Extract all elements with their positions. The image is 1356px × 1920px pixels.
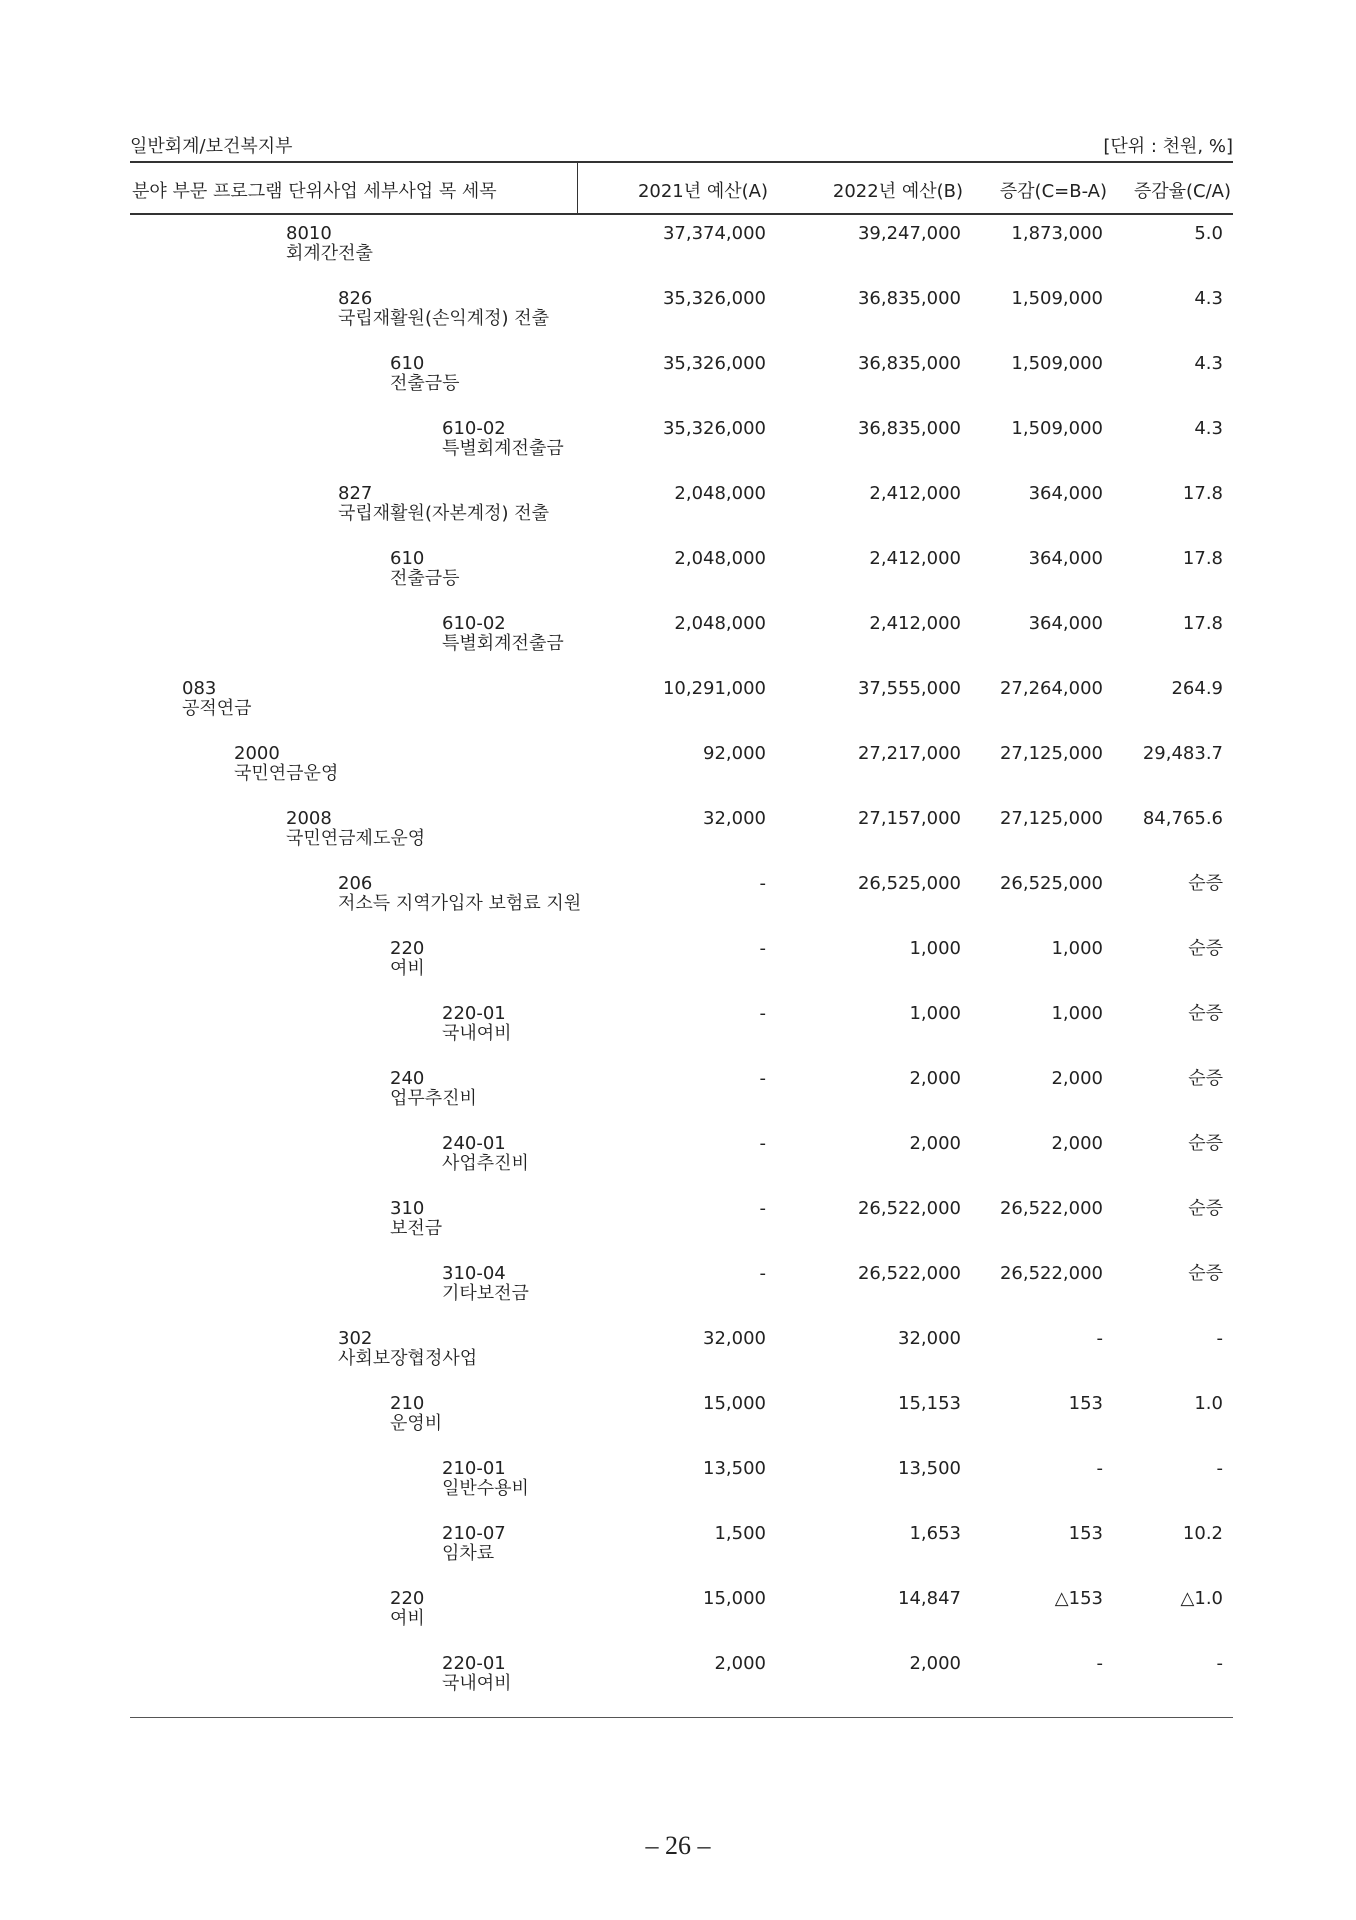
row-code: 240-01 [442,1133,506,1154]
row-diff: 153 [1068,1393,1103,1414]
row-diff: 1,509,000 [1011,418,1103,439]
header-2021: 2021년 예산(A) [637,181,768,202]
row-budget-2021: 13,500 [703,1458,766,1479]
table-row [130,864,1233,929]
row-budget-2022: 27,157,000 [857,808,961,829]
row-diff: 26,525,000 [999,873,1103,894]
row-code: 2008 [286,808,332,829]
row-budget-2022: 15,153 [898,1393,961,1414]
row-diff: 27,125,000 [999,808,1103,829]
table-row [130,734,1233,799]
row-rate: 순증 [1188,1263,1223,1284]
row-budget-2021: 35,326,000 [662,288,766,309]
row-diff: 1,509,000 [1011,288,1103,309]
row-budget-2022: 1,653 [909,1523,961,1544]
row-diff: 364,000 [1028,613,1103,634]
table-row [130,409,1233,474]
row-rate: 순증 [1188,1133,1223,1154]
row-rate: 순증 [1188,873,1223,894]
table-row [130,994,1233,1059]
row-code: 240 [390,1068,425,1089]
unit-label: [단위 : 천원, %] [1103,136,1233,157]
header-divider [577,163,578,213]
row-budget-2021: - [759,1068,766,1089]
row-name: 사회보장협정사업 [338,1348,478,1369]
row-code: 610 [390,548,425,569]
row-name: 특별회계전출금 [442,438,564,459]
row-name: 전출금등 [390,373,460,394]
row-code: 310-04 [442,1263,506,1284]
row-name: 운영비 [390,1413,443,1434]
row-rate: 순증 [1188,1068,1223,1089]
row-name: 사업추진비 [442,1153,529,1174]
row-name: 여비 [390,1608,425,1629]
row-rate: 순증 [1188,938,1223,959]
table-row [130,1254,1233,1319]
row-budget-2021: 92,000 [703,743,766,764]
row-code: 206 [338,873,373,894]
row-name: 여비 [390,958,425,979]
row-rate: 17.8 [1182,613,1223,634]
row-budget-2021: 2,048,000 [674,548,766,569]
row-code: 210-01 [442,1458,506,1479]
header-diff: 증감(C=B-A) [999,181,1107,202]
row-diff: 26,522,000 [999,1263,1103,1284]
row-name: 국립재활원(자본계정) 전출 [338,503,550,524]
row-budget-2022: 1,000 [909,1003,961,1024]
row-name: 국내여비 [442,1673,512,1694]
row-diff: - [1096,1458,1103,1479]
row-budget-2022: 2,000 [909,1133,961,1154]
row-budget-2021: 35,326,000 [662,353,766,374]
row-code: 826 [338,288,373,309]
row-budget-2022: 2,412,000 [869,548,961,569]
row-budget-2021: 32,000 [703,808,766,829]
row-code: 610-02 [442,613,506,634]
row-name: 특별회계전출금 [442,633,564,654]
row-rate: 순증 [1188,1198,1223,1219]
row-budget-2021: - [759,938,766,959]
row-diff: 1,509,000 [1011,353,1103,374]
header-rate: 증감율(C/A) [1133,181,1231,202]
row-budget-2021: 2,000 [714,1653,766,1674]
row-name: 전출금등 [390,568,460,589]
table-row [130,604,1233,669]
row-diff: 1,000 [1051,938,1103,959]
row-diff: 2,000 [1051,1133,1103,1154]
row-name: 국내여비 [442,1023,512,1044]
row-rate: - [1216,1653,1223,1674]
budget-table-body [130,214,1233,1709]
row-code: 302 [338,1328,373,1349]
account-label: 일반회계/보건복지부 [130,136,293,157]
row-diff: - [1096,1653,1103,1674]
row-name: 저소득 지역가입자 보험료 지원 [338,893,582,914]
row-budget-2022: 2,412,000 [869,483,961,504]
table-row [130,474,1233,539]
row-budget-2022: 2,412,000 [869,613,961,634]
row-budget-2021: - [759,1133,766,1154]
row-code: 220 [390,938,425,959]
row-budget-2022: 37,555,000 [857,678,961,699]
row-name: 국민연금제도운영 [286,828,426,849]
row-rate: 4.3 [1194,418,1223,439]
row-code: 610 [390,353,425,374]
row-budget-2021: 32,000 [703,1328,766,1349]
row-budget-2022: 32,000 [898,1328,961,1349]
row-budget-2022: 36,835,000 [857,353,961,374]
row-name: 회계간전출 [286,243,373,264]
table-row [130,539,1233,604]
row-budget-2021: 10,291,000 [662,678,766,699]
row-budget-2021: 37,374,000 [662,223,766,244]
row-budget-2022: 27,217,000 [857,743,961,764]
row-diff: - [1096,1328,1103,1349]
row-code: 210 [390,1393,425,1414]
row-code: 2000 [234,743,280,764]
row-budget-2022: 36,835,000 [857,418,961,439]
row-code: 220-01 [442,1653,506,1674]
row-code: 220-01 [442,1003,506,1024]
row-name: 국립재활원(손익계정) 전출 [338,308,550,329]
row-rate: △1.0 [1180,1588,1223,1609]
row-rate: 1.0 [1194,1393,1223,1414]
row-name: 임차료 [442,1543,495,1564]
row-diff: 1,000 [1051,1003,1103,1024]
row-budget-2022: 1,000 [909,938,961,959]
row-diff: 1,873,000 [1011,223,1103,244]
table-row [130,214,1233,279]
row-name: 업무추진비 [390,1088,477,1109]
row-diff: 27,264,000 [999,678,1103,699]
row-rate: 17.8 [1182,483,1223,504]
row-budget-2022: 26,522,000 [857,1198,961,1219]
row-code: 8010 [286,223,332,244]
row-budget-2022: 26,525,000 [857,873,961,894]
row-rate: 84,765.6 [1142,808,1223,829]
row-rate: 17.8 [1182,548,1223,569]
row-code: 220 [390,1588,425,1609]
row-rate: 4.3 [1194,353,1223,374]
row-budget-2022: 2,000 [909,1068,961,1089]
table-row [130,1514,1233,1579]
row-budget-2021: 35,326,000 [662,418,766,439]
row-budget-2021: 15,000 [703,1588,766,1609]
row-name: 보전금 [390,1218,443,1239]
row-name: 기타보전금 [442,1283,529,1304]
row-rate: - [1216,1458,1223,1479]
table-row [130,344,1233,409]
row-diff: 27,125,000 [999,743,1103,764]
header-2022: 2022년 예산(B) [832,181,963,202]
row-budget-2021: 1,500 [714,1523,766,1544]
row-rate: 264.9 [1171,678,1223,699]
row-code: 610-02 [442,418,506,439]
row-rate: 5.0 [1194,223,1223,244]
row-budget-2022: 26,522,000 [857,1263,961,1284]
row-diff: 364,000 [1028,548,1103,569]
table-row [130,1579,1233,1644]
row-code: 827 [338,483,373,504]
table-row [130,799,1233,864]
table-caption [130,132,1233,158]
row-diff: 26,522,000 [999,1198,1103,1219]
row-budget-2022: 14,847 [898,1588,961,1609]
row-budget-2021: 2,048,000 [674,483,766,504]
table-bottom-rule [130,1717,1233,1718]
row-name: 공적연금 [182,698,252,719]
table-header [130,163,1233,213]
table-row [130,929,1233,994]
row-budget-2021: - [759,1198,766,1219]
row-budget-2021: - [759,1003,766,1024]
row-rate: 10.2 [1182,1523,1223,1544]
row-rate: - [1216,1328,1223,1349]
table-row [130,1319,1233,1384]
page-number: – 26 – [645,1831,711,1860]
row-budget-2022: 2,000 [909,1653,961,1674]
row-diff: 364,000 [1028,483,1103,504]
row-rate: 29,483.7 [1142,743,1223,764]
row-budget-2022: 13,500 [898,1458,961,1479]
table-row [130,669,1233,734]
row-budget-2021: 2,048,000 [674,613,766,634]
row-code: 083 [182,678,217,699]
table-row [130,1384,1233,1449]
row-budget-2021: - [759,1263,766,1284]
row-code: 210-07 [442,1523,506,1544]
row-budget-2022: 36,835,000 [857,288,961,309]
row-code: 310 [390,1198,425,1219]
row-diff: 2,000 [1051,1068,1103,1089]
row-rate: 4.3 [1194,288,1223,309]
row-diff: 153 [1068,1523,1103,1544]
row-budget-2022: 39,247,000 [857,223,961,244]
header-category: 분야 부문 프로그램 단위사업 세부사업 목 세목 [132,181,497,202]
row-budget-2021: 15,000 [703,1393,766,1414]
row-name: 국민연금운영 [234,763,339,784]
table-row [130,1124,1233,1189]
row-budget-2021: - [759,873,766,894]
table-row [130,1189,1233,1254]
table-row [130,1059,1233,1124]
table-row [130,279,1233,344]
row-name: 일반수용비 [442,1478,529,1499]
row-diff: △153 [1054,1588,1103,1609]
table-row [130,1644,1233,1709]
table-row [130,1449,1233,1514]
row-rate: 순증 [1188,1003,1223,1024]
